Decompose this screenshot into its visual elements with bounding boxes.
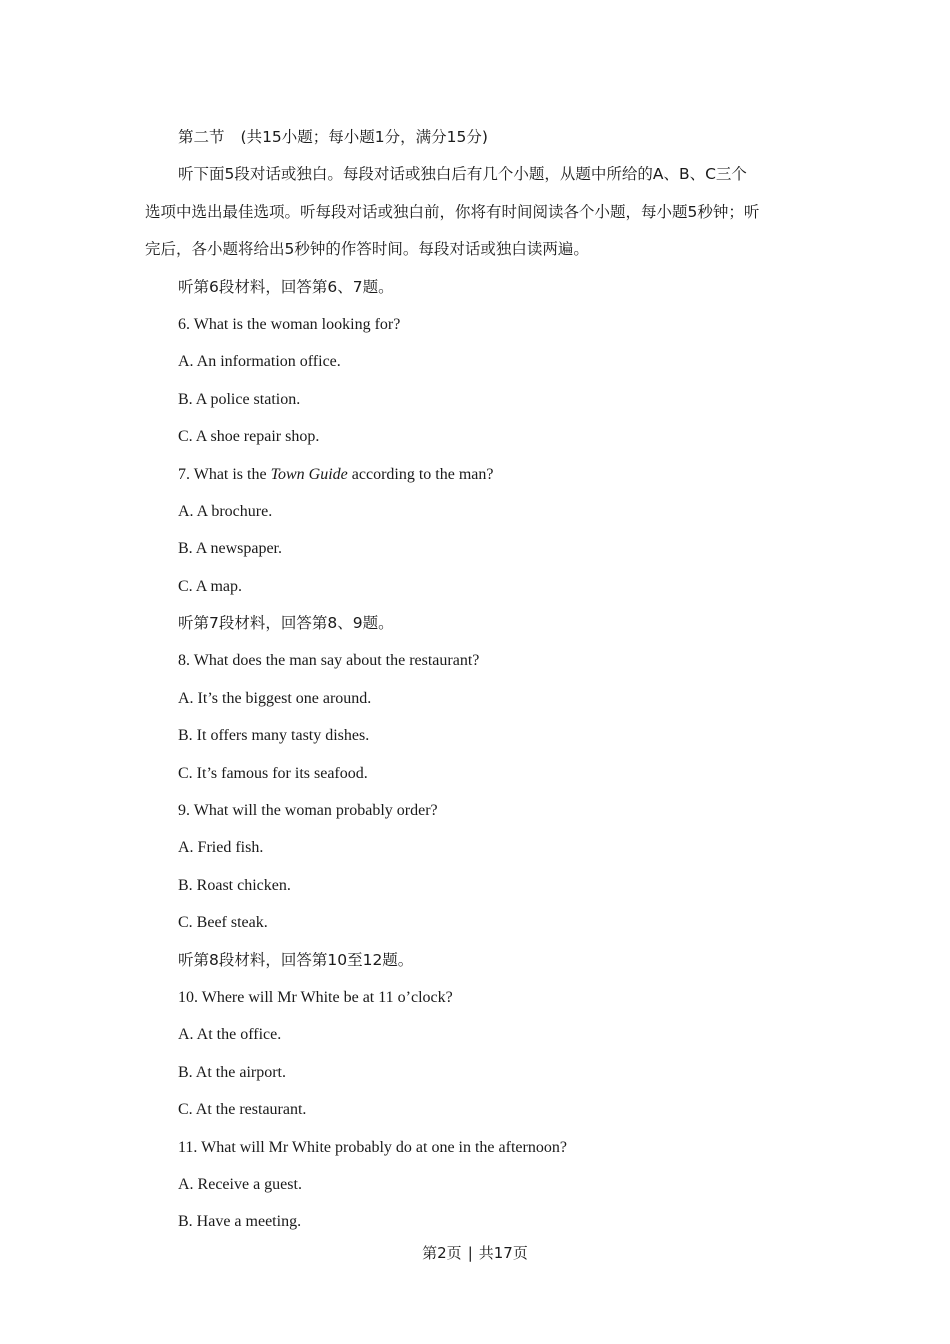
answer-option: A. It’s the biggest one around. [178, 689, 372, 707]
answer-option: C. Beef steak. [178, 914, 268, 932]
group-intro: 听第7段材料，回答第8、9题。 [178, 614, 394, 633]
answer-option: C. A map. [178, 577, 243, 595]
answer-option: A. An information office. [178, 353, 341, 371]
section-heading-label: 第二节 [178, 128, 225, 146]
page-footer [0, 1241, 950, 1265]
instruction-line: 听下面5段对话或独白。每段对话或独白后有几个小题，从题中所给的A、B、C三个 [178, 165, 747, 184]
section-heading-note: (共15小题；每小题1分，满分15分) [240, 128, 488, 146]
page-number: 第2页 [422, 1244, 462, 1262]
page-total: 共17页 [478, 1244, 528, 1262]
group-intro: 听第6段材料，回答第6、7题。 [178, 277, 394, 296]
instruction-line: 完后，各小题将给出5秒钟的作答时间。每段对话或独白读两遍。 [145, 240, 589, 259]
footer-separator: | [467, 1244, 473, 1262]
answer-option: C. A shoe repair shop. [178, 428, 320, 446]
answer-option: C. At the restaurant. [178, 1101, 307, 1119]
group-intro: 听第8段材料，回答第10至12题。 [178, 950, 414, 969]
answer-option: B. Roast chicken. [178, 876, 291, 894]
question-stem: 8. What does the man say about the restaurant? [178, 652, 480, 670]
question-stem: 6. What is the woman looking for? [178, 315, 401, 333]
section-heading [0, 119, 950, 156]
page-content [0, 119, 950, 1241]
answer-option: A. Fried fish. [178, 839, 264, 857]
answer-option: B. Have a meeting. [178, 1213, 302, 1231]
answer-option: B. A newspaper. [178, 540, 282, 558]
answer-option: B. It offers many tasty dishes. [178, 727, 370, 745]
answer-option: A. At the office. [178, 1026, 282, 1044]
answer-option: C. It’s famous for its seafood. [178, 764, 368, 782]
question-stem [0, 456, 950, 493]
stem-text: according to the man? [347, 465, 494, 483]
question-stem: 9. What will the woman probably order? [178, 802, 438, 820]
question-stem: 10. Where will Mr White be at 11 o’clock? [178, 988, 453, 1006]
answer-option: A. A brochure. [178, 502, 273, 520]
answer-option: A. Receive a guest. [178, 1175, 302, 1193]
answer-option: B. A police station. [178, 390, 301, 408]
stem-italic-title: Town Guide [270, 465, 348, 483]
question-stem: 11. What will Mr White probably do at one in the afternoon? [178, 1138, 567, 1156]
stem-text: 7. What is the [178, 465, 271, 483]
instruction-line: 选项中选出最佳选项。听每段对话或独白前，你将有时间阅读各个小题，每小题5秒钟；听 [145, 202, 760, 221]
answer-option: B. At the airport. [178, 1063, 286, 1081]
